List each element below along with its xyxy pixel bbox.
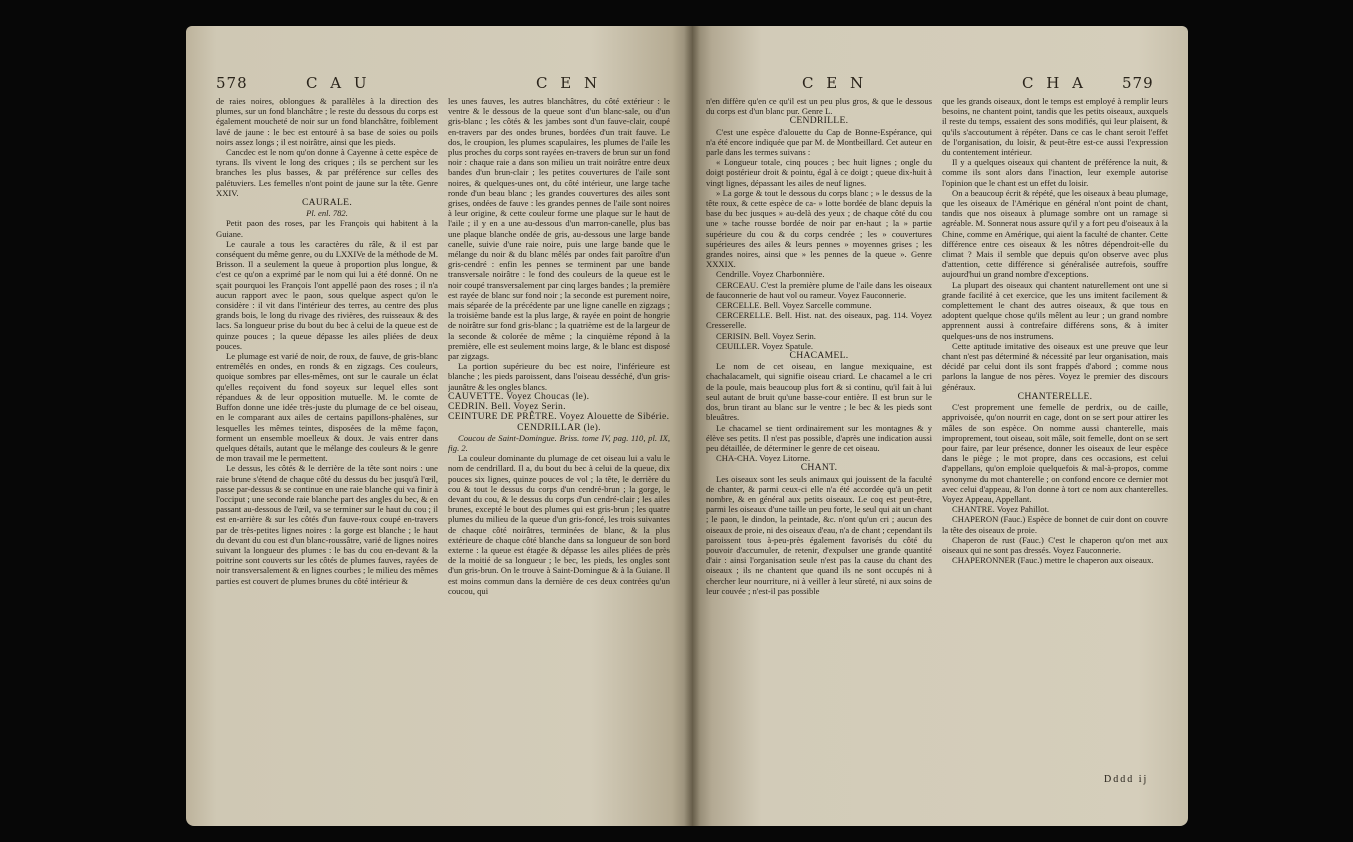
paragraph: CERCEAU. C'est la première plume de l'aile dans les oiseaux de fauconnerie de haut vol ou rameur. Voyez Fauconnerie. bbox=[706, 279, 932, 300]
paragraph: Les oiseaux sont les seuls animaux qui jouissent de la faculté de chanter, & parmi ceux-ci elle n'a été accordée qu'à un petit nombre, & en général aux petits oiseaux. Le coq est peut-être, parmi les oiseaux d'une taille un peu forte, le seul qui ait un chant ; le paon, le dindon, la peintade, &c. n'ont qu'un cri ; aucun des oiseaux de proie, ni des oiseaux d'eau, n'a de chant ; cependant ils paroissent tous à-peu-près également favorisés du côté du pouvoir d'accumuler, de retenir, d'expulser une grande quantité d'air : ainsi l'organisation seule n'est pas la cause du chant des oiseaux ; ils ne chantent que quand ils ne sont occupés ni à chercher leur nourriture, ni à veiller à leur sûreté, ni aux soins de leur couvée ; n'est-il pas possible bbox=[706, 473, 932, 596]
paragraph: n'en diffère qu'en ce qu'il est un peu plus gros, & que le dessous du corps est d'un blanc pur. Genre L. bbox=[706, 96, 932, 117]
entry-heading: CAURALE. bbox=[301, 197, 353, 209]
paragraph: Petit paon des roses, par les François qui habitent à la Guiane. bbox=[216, 218, 438, 239]
left-running-head-right: C E N bbox=[536, 74, 602, 92]
paragraph: Le nom de cet oiseau, en langue mexiquaine, est chachalacamelt, qui signifie oiseau criard. Le chacamel a le cri de la poule, mais beaucoup plus fort & si continu, qu'il fait à lui seul autant de bruit qu'une basse-cour entière. Il est brun sur le dos, brun tirant au blanc sur le ventre ; le bec & les pieds sont bleuâtres. bbox=[706, 361, 932, 423]
right-running-head: C H A bbox=[1022, 74, 1087, 92]
paragraph: Cancdec est le nom qu'on donne à Cayenne à cette espèce de tyrans. Ils vivent le long des criques ; ils se perchent sur les branches les plus basses, & par préférence sur celles des palétuviers. Les femelles n'ont point de jaune sur la tête. Genre XXIV. bbox=[216, 147, 438, 198]
cross-reference: CERCERELLE. Bell. Hist. nat. des oiseaux, pag. 114. Voyez Cresserelle. bbox=[706, 310, 932, 331]
signature-mark: Dddd ij bbox=[1104, 774, 1149, 785]
paragraph: « Longueur totale, cinq pouces ; bec huit lignes ; ongle du doigt postérieur droit & pointu, égal à ce doigt ; queue dix-huit à vingt lignes, dépassant les ailes de neuf lignes. bbox=[706, 157, 932, 188]
right-column-1 bbox=[706, 96, 932, 826]
paragraph: La plupart des oiseaux qui chantent naturellement ont une si grande facilité à cet exercice, que les uns imitent facilement & complettement le chant des autres oiseaux, & que tous en adoptent quelque chose qu'ils mêlent au leur ; un grand nombre apprennent aussi à contrefaire différens sons, & à imiter quelques-uns de nos instrumens. bbox=[942, 279, 1168, 341]
left-running-head: C A U bbox=[306, 74, 371, 92]
right-page-number: 579 bbox=[1122, 74, 1154, 92]
entry-heading: CEDRIN. Bell. Voyez Serin. bbox=[448, 401, 566, 413]
entry-heading: CHANT. bbox=[800, 462, 838, 474]
entry-heading: CEINTURE DE PRÊTRE. Voyez Alouette de Sibérie. bbox=[448, 411, 670, 423]
paragraph: C'est proprement une femelle de perdrix, ou de caille, apprivoisée, qu'on nourrit en cage, dont on se sert pour attirer les mâles de son espèce. On nomme aussi chanterelle, mais improprement, tout oiseau, soit mâle, soit femelle, dont on se sert pour faire, par leur présence, donner les oiseaux de leur espèce dans le piège ; le mot propre, dans ces occasions, est celui d'appellans, qu'on emploie quelquefois & mal-à-propos, comme synonyme du mot chanterelle ; on confond encore ce dernier mot avec celui d'appeau, & l'on donne à tort ce nom aux chanterelles. Voyez Appeau, Appellant. bbox=[942, 402, 1168, 504]
paragraph: La couleur dominante du plumage de cet oiseau lui a valu le nom de cendrillard. Il a, du bout du bec à celui de la queue, dix pouces six lignes, quinze pouces de vol ; la tête, le derrière du cou & tout le dessus du corps d'un cendré-brun ; la gorge, le devant du cou, & le dessus du corps d'un cendré-clair ; les ailes brunes, excepté le bout des plumes qui est gris-brun ; les quatre plumes du milieu de la queue d'un gris-foncé, les trois suivantes de chaque côté noirâtres, terminées de blanc, & la plus extérieure de chaque côté blanche dans sa longueur de son bord externe : la queue est étagée & dépasse les ailes pliées de près de la moitié de sa longueur ; le bec, les pieds, les ongles sont d'un gris-brun. On le trouve à Saint-Domingue & à la Guiane. Il est moins commun dans la dernière de ces deux contrées qu'un coucou, qui bbox=[448, 453, 670, 596]
paragraph: Il y a quelques oiseaux qui chantent de préférence la nuit, & comme ils sont alors dans l'inaction, leur exemple autorise l'opinion que le chant est un effet du loisir. bbox=[942, 157, 1168, 188]
entry-heading: CENDRILLAR (le). bbox=[517, 421, 601, 433]
right-running-head-left: C E N bbox=[802, 74, 868, 92]
paragraph: Le caurale a tous les caractères du râle, & il est par conséquent du même genre, ou du LXXIVe de la méthode de M. Brisson. Il a seulement la queue à proportion plus longue, & c'est ce qu'on a exprimé par le nom qui lui a été donné. On ne sçait pourquoi les François l'ont appellé paon des roses ; il n'a aucun rapport avec le paon, sous quelque aspect qu'on le considère : il vit dans l'intérieur des terres, au centre des plus grands bois, le long du rivage des rivières, des ruisseaux & des lacs. Sa longueur prise du bout du bec à celui de la queue est de quinze pouces ; la queue dépasse les ailes pliées de deux pouces. bbox=[216, 238, 438, 351]
reference: Coucou de Saint-Domingue. Briss. tome IV, pag. 110, pl. IX, fig. 2. bbox=[448, 432, 670, 453]
left-column-1 bbox=[216, 96, 438, 826]
right-page bbox=[692, 26, 1188, 826]
cross-reference: CHA-CHA. Voyez Litorne. bbox=[716, 453, 811, 464]
left-page bbox=[186, 26, 692, 826]
paragraph: Le plumage est varié de noir, de roux, de fauve, de gris-blanc entremêlés en ondes, en ronds & en zigzags. Ces couleurs, quoique sombres par elles-mêmes, ont sur le caurale un éclat qu'elles reçoivent du fond soyeux sur lequel elles sont répandues & de leur opposition mutuelle. M. le comte de Buffon donne une idée très-juste du plumage de ce bel oiseau, en le comparant aux ailes de certains papillons-phalènes, sur lesquelles les mêmes teintes, disposées de la même façon, forment un ensemble moelleux & doux. Je vais entrer dans quelques détails, autant que le mélange des couleurs & le genre de mon travail me le permettent. bbox=[216, 351, 438, 464]
entry-heading: CHACAMEL. bbox=[789, 350, 849, 362]
left-page-number: 578 bbox=[216, 74, 248, 92]
cross-reference: Cendrille. Voyez Charbonnière. bbox=[716, 269, 825, 280]
paragraph: que les grands oiseaux, dont le temps est employé à remplir leurs besoins, ne chantent point, tandis que les petits oiseaux, auxquels il reste du temps, essaient des sons modifiés, qui leur plaisent, & qu'ils s'accoutument à répéter. Dans ce cas le chant seroit l'effet de l'organisation, du loisir, & peut-être est-ce aussi l'expression du contentement intérieur. bbox=[942, 96, 1168, 158]
paragraph: Cette aptitude imitative des oiseaux est une preuve que leur chant n'est pas déterminé & nécessité par leur organisation, mais décidé par celui dont ils sont frappés d'abord ; comme nous parlons la langue de nos pères. Voyez le premier des discours généraux. bbox=[942, 340, 1168, 392]
right-column-2 bbox=[942, 96, 1168, 826]
paragraph: La portion supérieure du bec est noire, l'inférieure est blanche ; les pieds paroissent, dans l'oiseau desséché, d'un gris-jaunâtre & les ongles blancs. bbox=[448, 361, 670, 392]
paragraph: CHAPERONNER (Fauc.) mettre le chaperon aux oiseaux. bbox=[952, 555, 1154, 566]
paragraph: Chaperon de rust (Fauc.) C'est le chaperon qu'on met aux oiseaux qui ne sont pas dressés. Voyez Fauconnerie. bbox=[942, 534, 1168, 555]
plate-reference: Pl. enl. 782. bbox=[306, 208, 348, 219]
cross-reference: CEUILLER. Voyez Spatule. bbox=[716, 340, 814, 351]
paragraph: » La gorge & tout le dessous du corps blanc ; » le dessus de la tête roux, & cette espèce de ca- » lotte bordée de blanc depuis la base du bec jusques » au-delà des yeux ; de chaque côté du cou une » tache rousse bordée de noir par en-haut ; la » partie supérieure du cou & du corps cendrée ; les » couvertures supérieures des ailes & leurs pennes » moyennes grises ; les grandes noires, ainsi que » les pennes de la queue ». Genre XXXIX. bbox=[706, 187, 932, 270]
paragraph: On a beaucoup écrit & répété, que les oiseaux à beau plumage, que les oiseaux de l'Amérique en général n'ont point de chant, tandis que nos oiseaux à plumage sombre ont un ramage si agréable. M. Sonnerat nous assure qu'il y a fort peu d'oiseaux à la Chine, comme en Amérique, qui aient la faculté de chanter. Cette différence entre ces oiseaux & les nôtres dépendroit-elle du climat ? Mais il semble que depuis qu'on observe avec plus d'attention, cette différence si généralisée autrefois, souffre aujourd'hui un grand nombre d'exceptions. bbox=[942, 187, 1168, 280]
cross-reference: CERCELLE. Bell. Voyez Sarcelle commune. bbox=[716, 300, 872, 311]
left-column-2 bbox=[448, 96, 670, 826]
entry-heading: CAUVETTE. Voyez Choucas (le). bbox=[448, 390, 590, 402]
paragraph: C'est une espèce d'alouette du Cap de Bonne-Espérance, qui n'a été encore indiquée que par M. de Montbeillard. Cet auteur en parle dans les termes suivans : bbox=[706, 126, 932, 158]
paragraph: les unes fauves, les autres blanchâtres, du côté extérieur : le ventre & le dessous de la queue sont d'un blanc-sale, ou d'un gris-blanc ; les côtés & les jambes sont d'un fauve-clair, coupé en-travers par des ondes brunes, bordées d'un trait fauve. Le dos, le croupion, les plumes scapulaires, les plumes de l'aile les plus proches du corps sont rayées en-travers de brun sur un fond noir : chaque raie a dans son milieu un trait noirâtre entre deux bandes d'un brun-clair ; les petites couvertures de l'aile sont noires, & quelques-unes ont, du côté intérieur, une large tache ronde d'un beau blanc ; les grandes couvertures des ailes sont grises, ondées de fauve : les grandes pennes de l'aile sont noires à leur origine, & cette couleur forme une plaque sur le haut de l'aile ; il y en a une au-dessous d'un marron-canelle, plus bas une plaque blanche ondée de gris, au-dessous une large bande canelle, suivie d'une raie noire, puis une large bande que le mélange du noir & du blanc mêlés par ondes fait paroître d'un gris-cendré : enfin les pennes se terminent par une bande transversale noirâtre : le fond des couleurs de la queue est le noir coupé transversalement par cinq larges bandes ; la première est rayée de blanc sur fond noir ; la seconde est purement noire, mais séparée de la précédente par une ligne canelle en zigzags ; la troisième bande est la plus large, & rayée en point de hongrie de noirâtre sur fond gris-blanc ; la quatrième est de la largeur de la seconde & colorée de même ; la cinquième répond à la première, elle est seulement moins large, & le blanc est disposé par zigzags. bbox=[448, 96, 670, 362]
paragraph: Le chacamel se tient ordinairement sur les montagnes & y élève ses petits. Il n'est pas possible, d'après une indication aussi peu détaillée, de déterminer le genre de cet oiseau. bbox=[706, 422, 932, 453]
entry-heading: CENDRILLE. bbox=[789, 115, 849, 127]
paragraph: Le dessus, les côtés & le derrière de la tête sont noirs : une raie brune s'étend de chaque côté du dessus du bec jusqu'à l'œil, passe par-dessus & se continue en une raie blanche qui va finir à l'occiput ; une seconde raie blanche part des angles du bec, & en passant au-dessous de l'œil, va se terminer sur le haut du cou ; il est en-arrière & sur les côtés d'un fauve-roux coupé en-travers par de très-petites lignes noires : la gorge est blanche ; le haut du devant du cou est d'un blanc-roussâtre, varié de lignes noires suivant la longueur des plumes : le bas du cou en-devant & la poitrine sont couverts sur les côtés de plumes fauves, rayées de noir transversalement & en lignes courbes ; le milieu des mêmes parties est couvert de plumes brunes du côté intérieur & bbox=[216, 463, 438, 586]
paragraph: de raies noires, oblongues & parallèles à la direction des plumes, sur un fond blanchâtre ; le reste du dessous du corps est également moucheté de noir sur un fond blanchâtre, foiblement lavé de jaune : le bec est entouré à sa base de soies ou poils noirs assez longs ; il est noirâtre, ainsi que les pieds. bbox=[216, 96, 438, 147]
paragraph: CHAPERON (Fauc.) Espèce de bonnet de cuir dont on couvre la tête des oiseaux de proie. bbox=[942, 514, 1168, 535]
cross-reference: CHANTRE. Voyez Pahillot. bbox=[952, 504, 1050, 515]
cross-reference: CERISIN. Bell. Voyez Serin. bbox=[716, 330, 816, 341]
book-gutter bbox=[684, 26, 700, 826]
entry-heading: CHANTERELLE. bbox=[1017, 390, 1093, 402]
